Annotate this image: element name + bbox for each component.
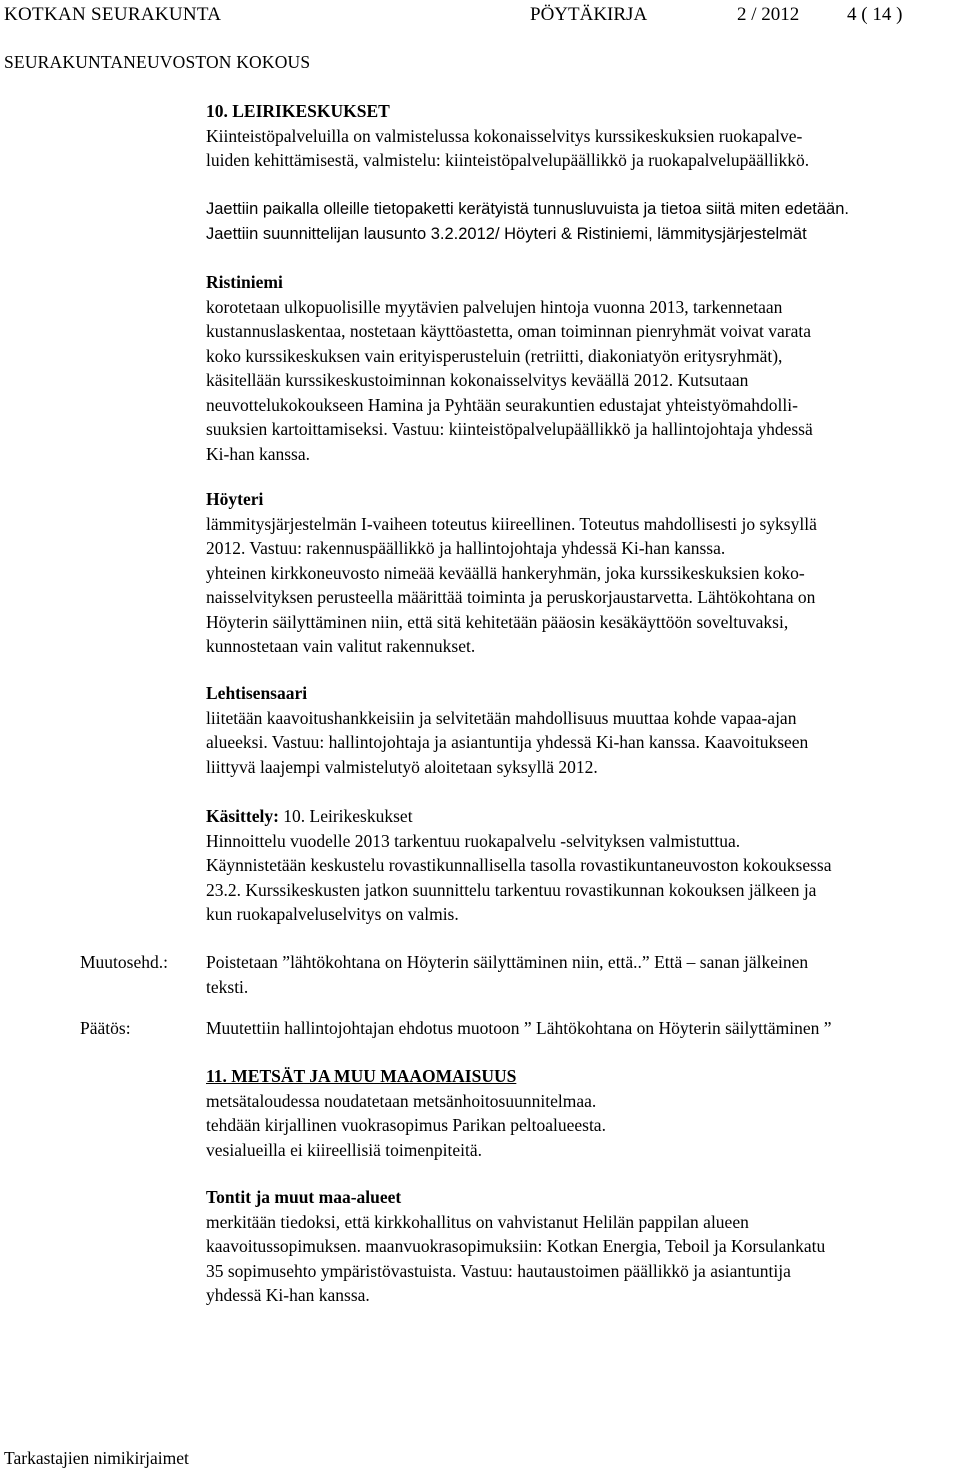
tontit-line: 35 sopimusehto ympäristövastuista. Vastuu: hautaustoimen päällikkö ja asiantuntija [206,1260,791,1281]
kasittely-line: kun ruokapalveluselvitys on valmis. [206,904,459,924]
hoyteri-line: Höyterin säilyttäminen niin, että sitä kehitetään pääosin kesäkäyttöön soveltuvaksi, [206,611,789,632]
lehtisensaari-line: liitetään kaavoitushankkeisiin ja selvitetään mahdollisuus muuttaa kohde vapaa-ajan [206,707,797,728]
kasittely-title: 10. Leirikeskukset [278,806,413,826]
kasittely-line: 23.2. Kurssikeskusten jatkon suunnittelu tarkentuu rovastikunnan kokouksen jälkeen ja [206,879,817,900]
hoyteri-line: yhteinen kirkkoneuvosto nimeää keväällä hankeryhmän, joka kurssikeskuksien koko- [206,562,805,583]
ristiniemi-line: käsitellään kurssikeskustoiminnan kokonaisselvitys keväällä 2012. Kutsutaan [206,370,749,390]
section-11 [206,1064,958,1162]
hoyteri-block [206,487,958,659]
hoyteri-line: kunnostetaan vain valitut rakennukset. [206,636,476,656]
section-10 [206,99,958,173]
tontit-line: yhdessä Ki-han kanssa. [206,1285,370,1305]
kasittely-label: Käsittely: [206,806,279,826]
kasittely-line: Hinnoittelu vuodelle 2013 tarkentuu ruokapalvelu -selvityksen valmistuttua. [206,830,741,851]
section-10-line: Kiinteistöpalveluilla on valmistelussa kokonaisselvitys kurssikeskuksien ruokapalve- [206,125,803,146]
section-10-line: luiden kehittämisestä, valmistelu: kiinteistöpalvelupäällikkö ja ruokapalvelupäällikkö. [206,150,810,170]
kasittely-block [206,804,958,927]
section-11-line: vesialueilla ei kiireellisiä toimenpiteitä. [206,1139,483,1160]
ristiniemi-line: koko kurssikeskuksen vain erityisperusteluin (retriitti, diakoniatyön eritysryhmät), [206,345,783,366]
paatos-label: Päätös: [80,1018,131,1038]
tontit-line: merkitään tiedoksi, että kirkkohallitus on vahvistanut Helilän pappilan alueen [206,1211,749,1232]
section-11-title: 11. METSÄT JA MUU MAAOMAISUUS [206,1066,517,1086]
hoyteri-line: lämmitysjärjestelmän I-vaiheen toteutus kiireellinen. Toteutus mahdollisesti jo syksyllä [206,513,817,534]
lehtisensaari-line: liittyvä laajempi valmistelutyö aloitetaan syksyllä 2012. [206,756,598,777]
section-10-notes [206,197,958,246]
page-number: 4 ( 14 ) [847,4,903,25]
tontit-line: kaavoitussopimuksen. maanvuokrasopimuksiin: Kotkan Energia, Teboil ja Korsulankatu [206,1236,826,1256]
ristiniemi-line: kustannuslaskentaa, nostetaan käyttöastetta, oman toiminnan pienryhmät voivat varata [206,321,812,341]
paatos-block [206,1016,958,1041]
kasittely-heading [206,804,958,829]
section-10-title: 10. LEIRIKESKUKSET [206,101,390,121]
paatos-line: Muutettiin hallintojohtajan ehdotus muotoon ” Lähtökohtana on Höyterin säilyttäminen ” [206,1018,832,1038]
muutosehd-block [206,950,958,999]
ristiniemi-heading: Ristiniemi [206,272,283,292]
lehtisensaari-block [206,681,958,779]
ristiniemi-line: neuvottelukokoukseen Hamina ja Pyhtään seurakuntien edustajat yhteistyömahdolli- [206,394,798,415]
tontit-heading: Tontit ja muut maa-alueet [206,1187,402,1207]
ristiniemi-line: suuksien kartoittamiseksi. Vastuu: kiinteistöpalvelupäällikkö ja hallintojohtaja yhdessä [206,419,813,439]
document-number: 2 / 2012 [737,4,800,25]
section-11-line: metsätaloudessa noudatetaan metsänhoitosuunnitelmaa. [206,1090,597,1111]
kasittely-line: Käynnistetään keskustelu rovastikunnallisella tasolla rovastikuntaneuvoston kokouksessa [206,855,832,875]
meeting-title: SEURAKUNTANEUVOSTON KOKOUS [4,52,311,72]
footer-initials: Tarkastajien nimikirjaimet [4,1448,189,1468]
section-11-line: tehdään kirjallinen vuokrasopimus Parikan peltoalueesta. [206,1115,606,1135]
tontit-block [206,1185,958,1308]
hoyteri-heading: Höyteri [206,489,264,509]
lehtisensaari-line: alueeksi. Vastuu: hallintojohtaja ja asiantuntija yhdessä Ki-han kanssa. Kaavoitukseen [206,732,809,752]
ristiniemi-block [206,270,958,466]
hoyteri-line: 2012. Vastuu: rakennuspäällikkö ja hallintojohtaja yhdessä Ki-han kanssa. [206,538,726,558]
organization-name: KOTKAN SEURAKUNTA [4,4,222,25]
lehtisensaari-heading: Lehtisensaari [206,683,308,703]
ristiniemi-line: korotetaan ulkopuolisille myytävien palvelujen hintoja vuonna 2013, tarkennetaan [206,296,783,317]
notes-line: Jaettiin paikalla olleille tietopaketti kerätyistä tunnusluvuista ja tietoa siitä miten edetään. [206,200,849,218]
muutosehd-line: Poistetaan ”lähtökohtana on Höyterin säilyttäminen niin, että..” Että – sanan jälkeinen [206,952,809,972]
ristiniemi-line: Ki-han kanssa. [206,443,311,464]
document-type: PÖYTÄKIRJA [530,4,648,25]
hoyteri-line: naisselvityksen perusteella määrittää toiminta ja peruskorjaustarvetta. Lähtökohtana on [206,587,816,607]
muutosehd-line: teksti. [206,976,249,997]
muutosehd-label: Muutosehd.: [80,952,168,972]
notes-line: Jaettiin suunnittelijan lausunto 3.2.2012/ Höyteri & Ristiniemi, lämmitysjärjestelmät [206,224,807,243]
